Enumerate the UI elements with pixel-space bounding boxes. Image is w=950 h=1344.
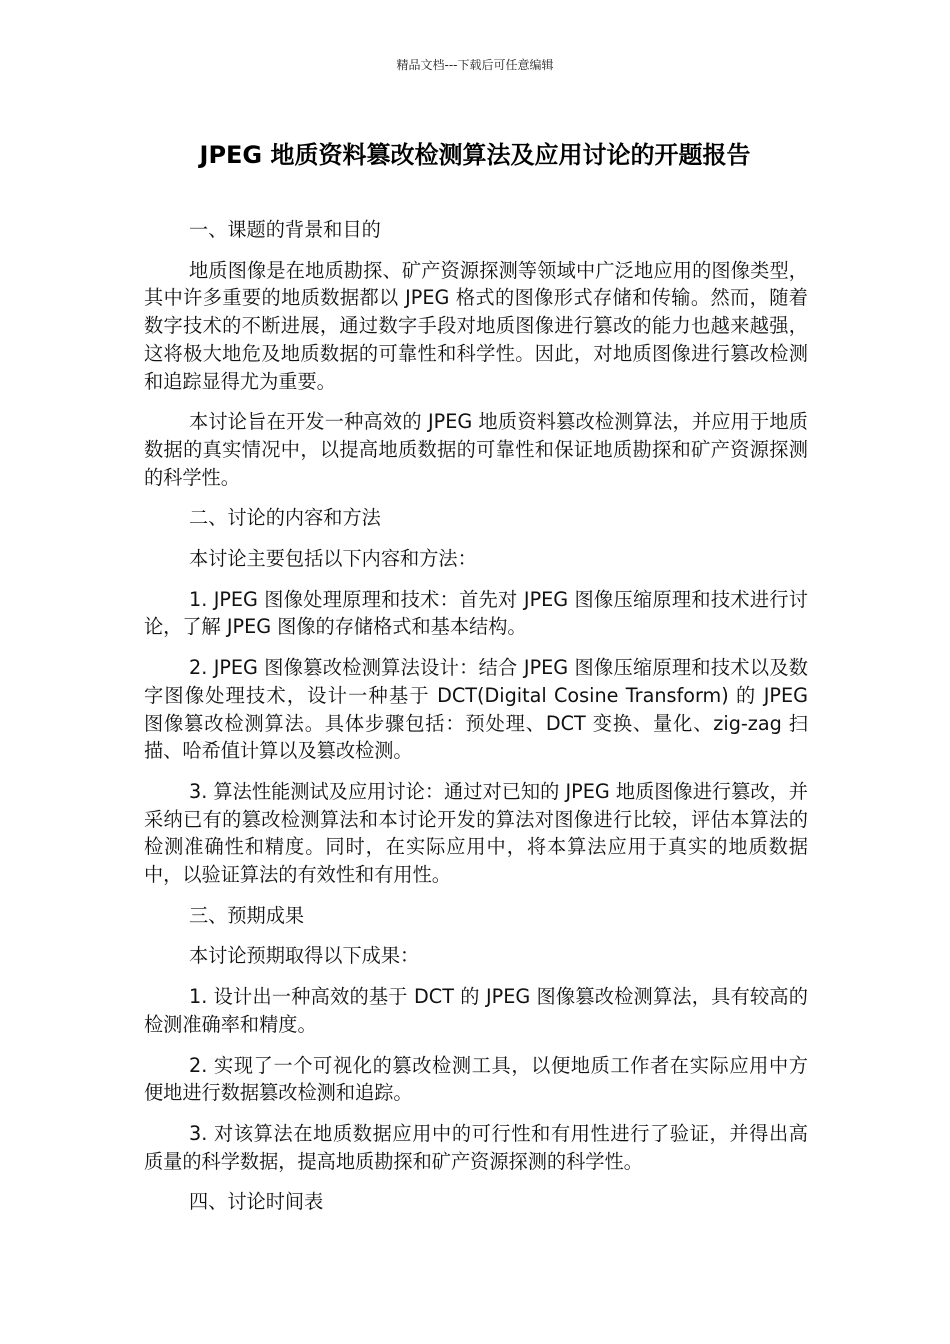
paragraph-background: 地质图像是在地质勘探、矿产资源探测等领域中广泛地应用的图像类型，其中许多重要的地质数据都以 JPEG 格式的图像形式存储和传输。然而，随着数字技术的不断进展，通过数字手段对地质图像进行篡改的能力也越来越强，这将极大地危及地质数据的可靠性和科学性。因此，对地质图像进行篡改检测和追踪显得尤为重要。 — [144, 258, 808, 393]
list-item-result-algorithm: 1. 设计出一种高效的基于 DCT 的 JPEG 图像篡改检测算法，具有较高的检测准确率和精度。 — [144, 985, 808, 1036]
paragraph-results-intro: 本讨论预期取得以下成果： — [189, 944, 420, 968]
list-item-jpeg-principles: 1. JPEG 图像处理原理和技术：首先对 JPEG 图像压缩原理和技术进行讨论，了解 JPEG 图像的存储格式和基本结构。 — [144, 587, 808, 639]
list-item-result-tool: 2. 实现了一个可视化的篡改检测工具，以便地质工作者在实际应用中方便地进行数据篡改检测和追踪。 — [144, 1053, 808, 1105]
section-heading-expected-results: 三、预期成果 — [189, 903, 305, 927]
paragraph-content-intro: 本讨论主要包括以下内容和方法： — [189, 547, 477, 571]
list-item-result-validation: 3. 对该算法在地质数据应用中的可行性和有用性进行了验证，并得出高质量的科学数据，提高地质勘探和矿产资源探测的科学性。 — [144, 1121, 808, 1173]
section-heading-background: 一、课题的背景和目的 — [189, 218, 381, 241]
page-header: 精品文档---下载后可任意编辑 — [396, 58, 554, 72]
section-heading-content-methods: 二、讨论的内容和方法 — [189, 506, 381, 530]
document-body — [144, 216, 808, 1229]
list-item-performance-testing: 3. 算法性能测试及应用讨论：通过对已知的 JPEG 地质图像进行篡改，并采纳已有的篡改检测算法和本讨论开发的算法对图像进行比较，评估本算法的检测准确性和精度。同时，在实际应用中，将本算法应用于真实的地质数据中，以验证算法的有效性和有用性。 — [144, 779, 808, 887]
section-heading-timeline: 四、讨论时间表 — [189, 1190, 324, 1214]
document-title: JPEG 地质资料篡改检测算法及应用讨论的开题报告 — [199, 141, 751, 169]
paragraph-purpose: 本讨论旨在开发一种高效的 JPEG 地质资料篡改检测算法，并应用于地质数据的真实情况中，以提高地质数据的可靠性和保证地质勘探和矿产资源探测的科学性。 — [144, 410, 808, 489]
list-item-algorithm-design: 2. JPEG 图像篡改检测算法设计：结合 JPEG 图像压缩原理和技术以及数字图像处理技术，设计一种基于 DCT(Digital Cosine Transform) 的 JPEG 图像篡改检测算法。具体步骤包括：预处理、DCT 变换、量化、zig-zag 扫描、哈希值计算以及篡改检测。 — [144, 656, 808, 763]
